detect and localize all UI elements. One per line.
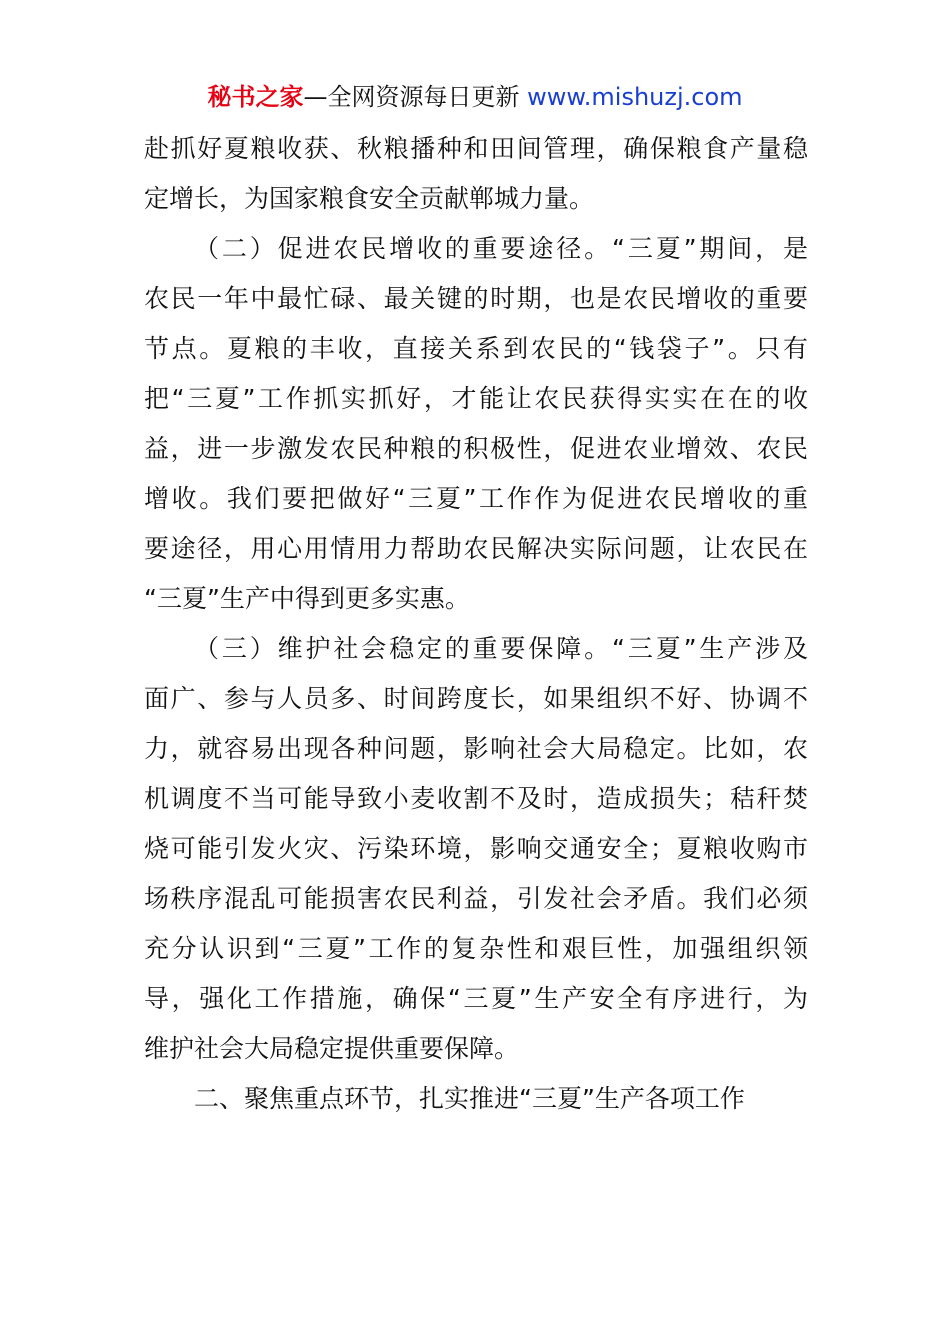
paragraph-heading-line: （三）维护社会稳定的重要保障。“三夏”生产涉及 (194, 634, 811, 663)
text-line: 面广、参与人员多、时间跨度长，如果组织不好、协调不 (144, 684, 810, 713)
document-body (144, 124, 811, 1124)
text-line: 场秩序混乱可能损害农民利益，引发社会矛盾。我们必须 (144, 884, 810, 913)
site-brand: 秘书之家 (207, 83, 304, 111)
text-line: 充分认识到“三夏”工作的复杂性和艰巨性，加强组织领 (144, 934, 811, 963)
paragraph-heading-line: （二）促进农民增收的重要途径。“三夏”期间，是 (194, 234, 811, 263)
text-line: “三夏”生产中得到更多实惠。 (144, 584, 470, 613)
text-line: 力，就容易出现各种问题，影响社会大局稳定。比如，农 (144, 734, 810, 763)
text-line: 定增长，为国家粮食安全贡献郸城力量。 (144, 184, 595, 213)
text-line: 增收。我们要把做好“三夏”工作作为促进农民增收的重 (144, 484, 811, 513)
text-line: 维护社会大局稳定提供重要保障。 (144, 1034, 520, 1063)
site-tagline: —全网资源每日更新 (303, 83, 528, 111)
text-line: 赴抓好夏粮收获、秋粮播种和田间管理，确保粮食产量稳 (144, 134, 810, 163)
text-line: 益，进一步激发农民种粮的积极性，促进农业增效、农民 (144, 434, 810, 463)
text-line: 把“三夏”工作抓实抓好，才能让农民获得实实在在的收 (144, 384, 811, 413)
page-header (0, 80, 950, 114)
site-url[interactable]: www.mishuzj.com (527, 83, 743, 111)
text-line: 要途径，用心用情用力帮助农民解决实际问题，让农民在 (144, 534, 810, 563)
text-line: 机调度不当可能导致小麦收割不及时，造成损失；秸秆焚 (144, 784, 810, 813)
text-line: 导，强化工作措施，确保“三夏”生产安全有序进行，为 (144, 984, 811, 1013)
text-line: 农民一年中最忙碌、最关键的时期，也是农民增收的重要 (144, 284, 810, 313)
text-line: 节点。夏粮的丰收，直接关系到农民的“钱袋子”。只有 (144, 334, 811, 363)
text-line: 烧可能引发火灾、污染环境，影响交通安全；夏粮收购市 (144, 834, 810, 863)
section-heading: 二、聚焦重点环节，扎实推进“三夏”生产各项工作 (194, 1084, 745, 1113)
